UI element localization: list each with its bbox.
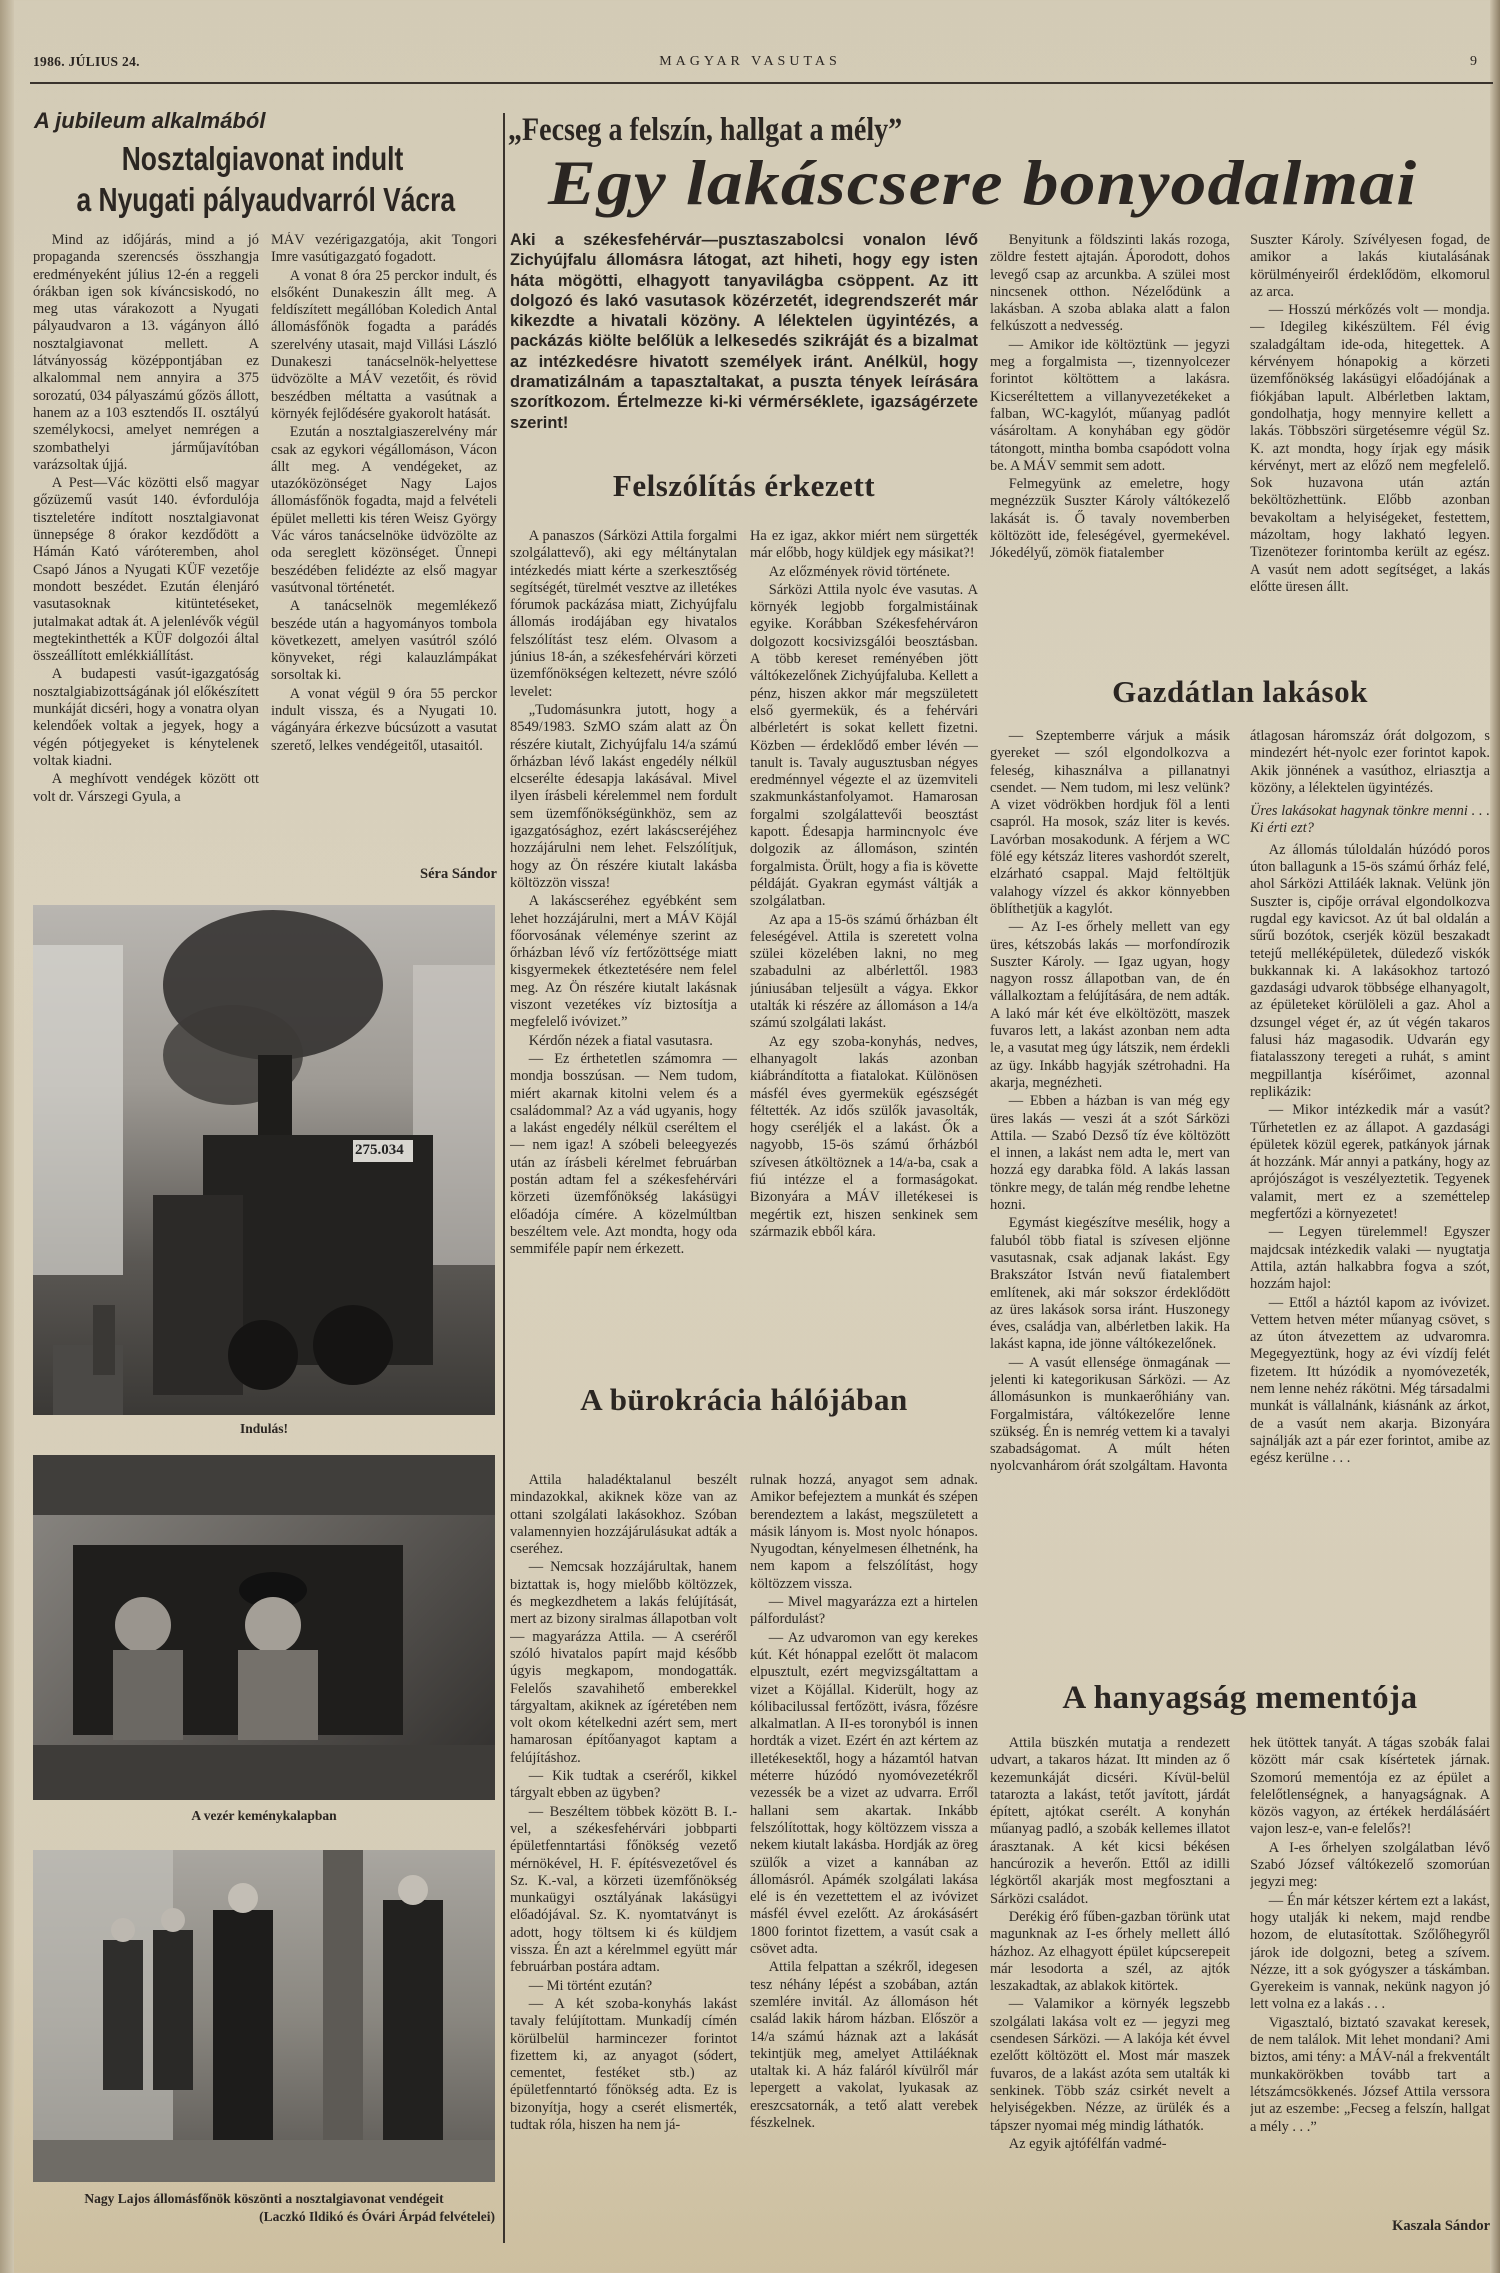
article-column [33, 232, 259, 894]
paragraph: — Én már kétszer kértem ezt a lakást, hogy utalják ki nekem, majd rendbe hozom, de elutasítottak. Szőlőhegyről járok ide dolgozni, beteg a szívem. Nézze, itt a sok gyógyszer a táskámban. Gyerekeim is vannak, nekünk nagyon jó lett volna ez a lakás . . . [1250, 1892, 1490, 2013]
paragraph: Felmegyünk az emeletre, hogy megnézzük Suszter Károly váltókezelő lakását is. Ő tavaly novemberben költözött ide, feleségével, gyermekével. Jókedélyű, zömök fiatalember [990, 476, 1230, 562]
section-heading: Felszólítás érkezett [612, 468, 876, 503]
article-title [30, 138, 495, 220]
paragraph: A Pest—Vác közötti első magyar gőzüzemű vasút 140. évfordulója tiszteletére indított nosztalgiavonat ünnepsége 8 órakor kezdődött a Hámán Kató váróteremben, ahol Csapó János a Nyugati KÜF vezetője mondott beszédet. Ezután élenjáró vasutasoknak kitüntetéseket, jutalmakat adtak át. A jelenlévők végül megtekinthették a KÜF dolgozói által összeállított emlékkiállítást. [33, 475, 259, 665]
paragraph: A budapesti vasút-igazgatóság nosztalgiabizottságának jól előkészített munkáját dicséri, hogy a vonatra olyan kelendőek voltak a jegyek, hogy a végén pótjegyeket is kénytelenek voltak kiadni. [33, 666, 259, 769]
paragraph: — Ebben a házban is van még egy üres lakás — veszi át a szót Sárközi Attila. — Szabó Dezső tíz éve költözött el innen, a lakást nem adta le, mert van hozzá egy darabka föld. A lakás lassan tönkre megy, de talán még rendbe lehetne hozni. [990, 1093, 1230, 1214]
paragraph: — Az udvaromon van egy kerekes kút. Két hónappal ezelőtt öt malacom elpusztult, ezért megvizsgáltattam a vizet a Köjállal. Kiderült, hogy az kólibacilussal fertőzött, ivásra, főzésre alkalmatlan. A II-es toronyból is innen hordták a vizet. Ezért én azt kértem az illetékesektől, hogy a házamtól hatvan méterre húzódó nyomóvezetékről vezessék be a vizet az udvarra. Erről hallani sem akartak. Inkább felszólítottak, hogy költözzem vissza a nekem kiutalt lakásba. Hordják az öreg szülők a vizet a kannában az állomásról. Apámék szolgálati lakása elé is én vezettettem el az ivóvizet másfél évvel ezelőtt. Az árokásásért 1800 forintot fizettem, a vasút csak a csövet adta. [750, 1629, 978, 1958]
locomotive-illustration [33, 905, 495, 1415]
paragraph: — Valamikor a környék legszebb szolgálati lakása volt ez — jegyzi meg csendesen Sárközi. — A lakója két évvel ezelőtt költözött el. Most már maszek fuvaros, de a lakást azóta sem utalták ki senkinek. Több száz csirkét nevelt a helyiségekben. Nézze, az ürülék és a tápszer nyomai még mindig láthatók. [990, 1996, 1230, 2134]
paragraph: MÁV vezérigazgatója, akit Tongori Imre vasútigazgató fogadott. [271, 232, 497, 266]
paragraph: Benyitunk a földszinti lakás rozoga, zöldre festett ajtaján. Áporodott, dohos levegő csap az arcunkba. A szülei most nincsenek otthon. Nézelődünk a lakásban. A szoba ablaka alatt a falon felkúszott a nedvesség. [990, 232, 1230, 335]
article-column [990, 232, 1230, 652]
article-column [990, 1735, 1230, 2245]
paragraph: A vonat 8 óra 25 perckor indult, és elsőként Dunakeszin állt meg. A feldíszített megállóban Koledich Antal állomásfőnök fogadta a parádés szerelvény utasait, majd Villási László Dunakeszi tanácselnök-helyettese üdvözölte a MÁV vezetőit, és rövid beszédben méltatta a vasútnak a környék fejlődésére gyakorolt hatását. [271, 267, 497, 422]
paragraph: — Mi történt ezután? [528, 1977, 653, 1994]
article-column [510, 1472, 737, 2244]
photo-director-in-bowler-hat [33, 1455, 495, 1800]
article-author: Kaszala Sándor [1392, 2218, 1490, 2234]
subheading: Üres lakásokat hagynak tönkre menni . . . Ki érti ezt? [1250, 803, 1490, 837]
paragraph: — Hosszú mérkőzés volt — mondja. — Idegileg kikészültem. Fél évig szaladgáltam ide-oda, hitegettek. A kérvényem hónapokig a körzeti üzemfőnökség lakásügyi előadójának a fiókjában lapult. Albérletben laktam, gondolhatja, hogy mennyire kellett a lakás. Többszöri sürgetésemre végül Sz. K. azt mondta, hogy írjak egy másik kérvényt, mert az előző nem megfelelő. Sok huzavona után aztán beköltözhettünk. Előbb azonban bevakoltam a helyiségeket, festettem, mázoltam, hogy lakható legyen. Tizenötezer forintomba került az egész. A vasút nem adott segítséget, a lakás előtte üresen állt. [1250, 302, 1490, 595]
paragraph: — Ettől a háztól kapom az ivóvizet. Vettem hetven méter műanyag csövet, s az úton átvezettem az udvaromra. Megegyeztünk, hogy az évi vízdíj felét fizetem. Itt húzódik a nyomóvezeték, nem lenne nehéz rákötni. Még társadalmi munkát is vállalnánk, kiásnánk az árkot, de a vasút nem akarja. Bizonyára sajnálják azt a pár ezer forintot, amibe az egész kerülne . . . [1250, 1294, 1490, 1467]
paragraph: Derékig érő fűben-gazban törünk utat magunknak az I-es őrhely mellett álló házhoz. Az elhagyott épület kúpcserepeit már lesodorta a szél, az ajtók leszakadtak, az ablakok kitörtek. [990, 1908, 1230, 1995]
section-heading: Gazdátlan lakások [1112, 674, 1368, 709]
paragraph: A lakáscseréhez egyébként sem lehet hozzájárulni, mert a MÁV Köjál főorvosának véleménye szerint az őrházban lévő víz fertőzöttsége miatt kisgyermekek étkeztetésére nem felel meg. Az Ön részére kiutalt lakásnak viszont vezetékes víz biztosítja a megfelelő ivóvizet.” [510, 893, 737, 1031]
article-column [1250, 728, 1490, 1656]
paragraph: — Ez érthetetlen számomra — mondja bosszúsan. — Nem tudom, miért akarnak kitolni velem és a családommal? Az a vád ugyanis, hogy a lakást engedély nélkül cseréltem el — nem igaz! A szóbeli beleegyezés után az írásbeli kérelmet februárban postán adtam fel a székesfehérvári körzeti üzemfőnökség lakásügyi előadója címére. A közelmúltban beszéltem vele. Azt mondta, hogy oda semmiféle papír nem érkezett. [510, 1050, 737, 1258]
article-column [750, 528, 978, 1384]
paragraph: — Nemcsak hozzájárultak, hanem biztattak is, hogy mielőbb költözzek, és megkezdhetem a lakás felújítását, mert az bizony siralmas állapotban volt — magyarázza Attila. — A cseréről szóló hivatalos papírt majd később úgyis megkapom, mondogatták. Felelős szavahihető emberekkel tárgyaltam, akiknek az ígéretében nem volt okom kételkedni azért sem, mert hamarosan építőanyagot kaptam a felújításhoz. [510, 1559, 737, 1766]
paragraph: A tanácselnök megemlékező beszéde után a hagyományos tombola következett, amelyen vasútról szóló könyveket, régi kalauzlámpákat sorsoltak ki. [271, 598, 497, 684]
page-binding-edge [0, 0, 14, 2273]
paragraph: Attila büszkén mutatja a rendezett udvart, a takaros házat. Itt minden az ő kezemunkáját dicséri. Kívül-belül tatarozta a lakást, tetőt javított, járdát épített, ajtókat cserélt. A konyhán műanyag padló, a szobák kellemes illatot árasztanak. A két kicsi békésen hancúrozik a heverőn. Ettől az idilli légkörtől akarják most megfosztani a Sárközi családot. [990, 1735, 1230, 1907]
paragraph: Suszter Károly. Szívélyesen fogad, de amikor a lakás kiutalásának körülményeiről érdeklődöm, elkomorul az arca. [1250, 232, 1490, 300]
paragraph: Egymást kiegészítve mesélik, hogy a faluból több fiatal is szívesen eljönne vasutasnak, csak adjanak lakást. Egy Brakszátor István nevű fiatalembert említenek, aki már sokszor érdeklődött az üres lakások sorsa iránt. Huszonegy éves, családja van, albérletben lakik. Ha lakást kapna, ide jönne váltókezelőnek. [990, 1215, 1230, 1353]
paragraph: — A két szoba-konyhás lakást tavaly felújítottam. Munkadíj címén körülbelül harmincezer forintot fizettem ki, az anyagot (sódert, cementet, festéket stb.) az épületfenntartó főnökség adta. Ez is bizonyítja, hogy a cserét elismerték, tudtak róla, hiszen ha nem já- [510, 1995, 737, 2133]
article-column [1250, 232, 1490, 652]
feature-lead: Aki a székesfehérvár—pusztaszabolcsi vonalon lévő Zichyújfalu állomásra látogat, azt hiheti, hogy egy isten háta mögötti, elhagyott tanyavilágba csöppent. Az itt dolgozó és lakó vasutasok közérzetét, idegrendszerét már kikezdte a hivatali közöny. A lélektelen ügyintézés, a packázás kiölte belőlük a lelkesedés szikráját és a bizalmat az intézkedésre hivatott személyek iránt. Anélkül, hogy dramatizálnám a tapasztaltakat, a puszta tények leírására szorítkozom. Értelmezze ki-ki vérmérséklete, igazságérzete szerint! [510, 231, 978, 432]
paragraph: Ezután a nosztalgiaszerelvény már csak az egykori végállomáson, Vácon állt meg. A vendégeket, az utazóközönséget Nagy Lajos állomásfőnök fogadta, majd a felvételi épület melletti kis téren Weisz György Vác város tanácselnöke üdvözölte az oda sereglett közönséget. Ünnepi beszédében felidézte az első magyar vasútvonal történetét. [271, 424, 497, 596]
photo-caption: Nagy Lajos állomásfőnök köszönti a nosztalgiavonat vendégeit [84, 2191, 444, 2206]
feature-title: Egy lakáscsere bonyodalmai [548, 147, 1418, 218]
paragraph: Az apa a 15-ös számú őrházban élt feleségével. Attila is szeretett volna szülei közelében lakni, no meg szabadulni az albérlettől. 1983 júniusában teljesült a vágya. Ekkor utalták ki részére az állomáson a 14/a számú szolgálati lakást. [750, 911, 978, 1032]
paragraph: — Amikor ide költöztünk — jegyzi meg a forgalmista —, tizennyolcezer forintot költöttem a lakásra. Kicseréltettem a villanyvezetékeket a falban, WC-kagylót, műanyag padlót vásároltam. A konyhában egy gödör tátongott, mintha bomba csapódott volna be. A MÁV semmit sem adott. [990, 336, 1230, 474]
header-rule [30, 82, 1493, 84]
paragraph: A panaszos (Sárközi Attila forgalmi szolgálattevő), aki egy méltánytalan intézkedés miatt kérte a szerkesztőség segítségét, türelmét vesztve az illetékes fórumok packázása miatt, Zichyújfalu állomás irodájában egy hivatalos felszólítást tesz elém. Olvasom a június 18-án, a székesfehérvári körzeti üzemfőnökségen keltezett, névre szóló levelet: [510, 528, 737, 700]
locomotive-number-plate: 275.034 [355, 1142, 404, 1158]
paragraph: A vonat végül 9 óra 55 perckor indult vissza, és a Nyugati 10. vágányára érkezve búcsúzott a vasutat szerető, lelkes vendégeitől, utasaitól. [271, 685, 497, 754]
photo-stationmaster-greeting [33, 1850, 495, 2182]
section-heading: A hanyagság mementója [1062, 1680, 1418, 1716]
paragraph: rulnak hozzá, anyagot sem adnak. Amikor befejeztem a munkát és szépen berendeztem a lakást, megszületett a másik lányom is. Most nyolc hónapos. Nyugodtan, kényelmesen élhetnénk, ha nem kapom a felszólítást, hogy költözzem vissza. [750, 1472, 978, 1592]
article-column [1250, 1735, 1490, 2223]
page-right-edge [1490, 0, 1500, 2273]
paragraph: — Mikor intézkedik már a vasút? Tűrhetetlen ez az állapot. A gazdasági épületek közül egerek, patkányok járnak át hozzánk. Már annyi a patkány, hogy az aprójószágot is veszélyeztetik. Tegyenek valamit, mert ez a szeméttelep megfertőzi a környezetet! [1250, 1102, 1490, 1223]
paragraph: — A vasút ellensége önmagának — jelenti ki kategorikusan Sárközi. — Az állomásunkon is munkaerőhiány van. Forgalmistára, váltókezelőre lenne szükség. Én is nemrég vettem ki a tavalyi szabadságomat. A múlt héten nyolcvanhárom órát szolgáltam. Havonta [990, 1354, 1230, 1475]
column-divider [503, 113, 505, 2243]
photo-caption: Indulás! [239, 1421, 289, 1436]
photo-locomotive-departure [33, 905, 495, 1415]
title-line: a Nyugati pályaudvarról Vácra [76, 181, 456, 218]
article-author: Séra Sándor [420, 866, 497, 882]
paragraph: hek ütöttek tanyát. A tágas szobák falai között már csak kísértetek járnak. Szomorú mementója ez az épület a felelőtlenségnek, a hanyagságnak. A közös vagyon, az értékek herdálásáért vajon lesz-e, van-e felelős?! [1250, 1735, 1490, 1838]
paragraph: átlagosan háromszáz órát dolgozom, s mindezért hét-nyolc ezer forintot kapok. Akik jönnének a vasúthoz, elriasztja a közöny, a lélektelen ügyintézés. [1250, 728, 1490, 796]
paragraph: — Az I-es őrhely mellett van egy üres, kétszobás lakás — morfondírozik Suszter Károly. — Igaz ugyan, hogy nagyon rossz állapotban van, de én vállalkoztam a felújítására, de nem adták. A lakó már két éve elköltözött, maszek fuvaros lett, a lakást azonban nem adta le, a vasutat meg úgy látszik, nem érdekli az ügy. Inkább hagyják szétrohadni. Ha akarja, megnézheti. [990, 919, 1230, 1091]
section-heading: A bürokrácia hálójában [580, 1382, 908, 1417]
photo-credit: (Laczkó Ildikó és Óvári Árpád felvételei) [259, 2209, 495, 2224]
paragraph: — Legyen türelemmel! Egyszer majdcsak intézkedik valaki — nyugtatja Attila, aztán halkabbra fogva a szót, hozzám hajol: [1250, 1224, 1490, 1293]
paragraph: Vigasztaló, biztató szavakat keresek, de nem találok. Mit lehet mondani? Ami biztos, ami tény: a MÁV-nál a frekventált munkakörökben tovább tart a létszámcsökkenés. József Attila verssora jut az eszembe: „Fecseg a felszín, hallgat a mély . . .” [1250, 2014, 1490, 2135]
paragraph: „Tudomásunkra jutott, hogy a 8549/1983. SzMO szám alatt az Ön részére kiutalt, Zichyújfalu 14/a számú őrházban lévő lakást engedély nélkül elcserélte édesapja lakásával. Mivel ilyen írásbeli kérelemmel nem fordult sem üzemfőnökségünkhöz, sem az igazgatósághoz, ezért lakáscseréjéhez hozzájárulni nem lehet. Felszólítjuk, hogy az Ön részére kiutalt lakásba költözzön vissza! [510, 701, 737, 891]
article-column [510, 528, 737, 1384]
paragraph: — Kik tudtak a cseréről, kikkel tárgyalt ebben az ügyben? [510, 1768, 737, 1802]
paragraph: — Szeptemberre várjuk a másik gyereket — szól elgondolkozva a feleség, kihasználva a pillanatnyi csendet. — Nem tudom, mi lesz velünk? A vizet vödrökben hordjuk föl a lenti csapról. Ha mosok, száz liter is kevés. Lavórban mosakodunk. A férjem a WC fölé egy kétszáz literes vashordót szerelt, elzárható csappal. Majd feltöltjük valahogy vízzel és akkor könnyebben öblíthetjük a kagylót. [990, 728, 1230, 917]
issue-date: 1986. JÚLIUS 24. [33, 54, 140, 69]
people-illustration [33, 1850, 495, 2182]
page-number: 9 [1470, 54, 1477, 69]
feature-quote-headline: „Fecseg a felszín, hallgat a mély” [508, 112, 903, 148]
paragraph: — Beszéltem többek között B. I.-vel, a székesfehérvári jobbparti épületfenntartási főnökség vezető mérnökével, H. F. építésvezetővel és Sz. K.-val, a körzeti üzemfőnökség munkaügyi osztályának lakásügyi előadójával. Sz. K. nyomtatványt is adott, hogy töltsem ki és küldjem vissza. Én azt a kérelmmel együtt már februárban postára adtam. [510, 1803, 737, 1976]
article-column [990, 728, 1230, 1656]
article-column [271, 232, 497, 894]
paragraph: Attila felpattan a székről, idegesen tesz néhány lépést a szobában, aztán szemlére invitál. Az állomáson hét család lakik három házban. Először a 14/a számú háznak azt a lakását tekintjük meg, amelyet Attiláéknak utaltak ki. A ház faláról kívülről már lepergett a vakolat, lyukasak az ereszcsatornák, a tető alatt verebek fészkelnek. [750, 1959, 978, 2131]
paragraph: Ha ez igaz, akkor miért nem sürgették már előbb, hogy küldjek egy másikat?! [750, 528, 978, 562]
article-column [750, 1472, 978, 2244]
paragraph: Attila haladéktalanul beszélt mindazokkal, akiknek köze van az ottani szolgálati lakásokhoz. Szóban valamennyien hozzájárulásukat adták a cseréhez. [510, 1472, 737, 1558]
carriage-window-illustration [33, 1455, 495, 1800]
paragraph: A meghívott vendégek között ott volt dr. Várszegi Gyula, a [33, 771, 259, 805]
paragraph: A I-es őrhelyen szolgálatban lévő Szabó József váltókezelő szomorúan jegyzi meg: [1250, 1839, 1490, 1891]
article-kicker: A jubileum alkalmából [34, 108, 266, 133]
photo-caption: A vezér keménykalapban [191, 1808, 337, 1823]
paragraph: Az állomás túloldalán húzódó poros úton ballagunk a 15-ös számú őrház felé, ahol Sárközi Attiláék laknak. Velünk jön Suszter is, cipője orrával elgondolkozva rugdal egy kavicsot. Az út bal oldalán a sűrű bozótok, cserjék közül beszakadt tetejű melléképületek, düledező viskók bukkannak ki. A lakásokhoz tartozó gazdasági udvarok többsége elhanyagolt, az épületeket körülöleli a gaz. Ahol a dzsungel véget ér, az út végén takaros falusi ház magasodik. Udvarán egy fiatalasszony teregeti a ruhát, s amint megpillantja kísérőimet, azonnal replikázik: [1250, 841, 1490, 1100]
paragraph: Mind az időjárás, mind a jó propaganda szerencsés összhangja eredményeként július 12-én a reggeli órákban igen sok kíváncsiskodó, no meg utas várakozott a Nyugati pályaudvaron a 13. vágányon álló nosztalgiavonat mellett. A látványosság középpontjában ez alkalommal nem annyira a 375 sorozatú, 034 pályaszámú gőzös állott, hanem az a 103 esztendős II. osztályú személykocsi, amelyet nemrégen a szombathelyi járműjavítóban varázsoltak újjá. [33, 232, 259, 473]
paragraph: Sárközi Attila nyolc éve vasutas. A környék legjobb forgalmistáinak egyike. Korábban Székesfehérváron dolgozott kocsivizsgálói beosztásban. A több kereset reményében jött váltókezelőnek Zichyújfaluba. Kellett a pénz, hiszen akkor már megszületett első gyermekük, és a fehérvári albérletért is sokat kellett fizetni. Közben — érdeklődő ember lévén — tanult is. Tavaly augusztusban négyes eredménnyel végezte el az üzemviteli szakmunkástanfolyamot. Hamarosan forgalmi szolgálattevői beosztást kapott. Édesapja harmincnyolc éve dolgozik az állomáson, szintén forgalmista. Örült, hogy a fia is követte példáját. Gyakran egymást váltják a szolgálatban. [750, 581, 978, 910]
title-line: Nosztalgiavonat indult [121, 140, 404, 177]
paragraph: Az egy szoba-konyhás, nedves, elhanyagolt lakás azonban kiábrándította a fiatalokat. Különösen másfél éves gyermekük egészségét féltették. Az idős szülők javasolták, hogy cseréljék el a lakást. Ők a nagyobb, 15-ös számú őrházból szívesen átköltöznek a 14/a-ba, csak a fiú intézze el a formaságokat. Bizonyára a MÁV illetékesei is megértik ezt, hiszen senkinek sem származik ebből kára. [750, 1033, 978, 1240]
paragraph: — Mivel magyarázza ezt a hirtelen pálfordulást? [750, 1594, 978, 1628]
paragraph: Az előzmények rövid története. [768, 563, 951, 580]
paragraph: Az egyik ajtófélfán vadmé- [1008, 2135, 1167, 2152]
masthead: MAGYAR VASUTAS [659, 54, 841, 69]
paragraph: Kérdőn nézek a fiatal vasutasra. [528, 1032, 713, 1049]
